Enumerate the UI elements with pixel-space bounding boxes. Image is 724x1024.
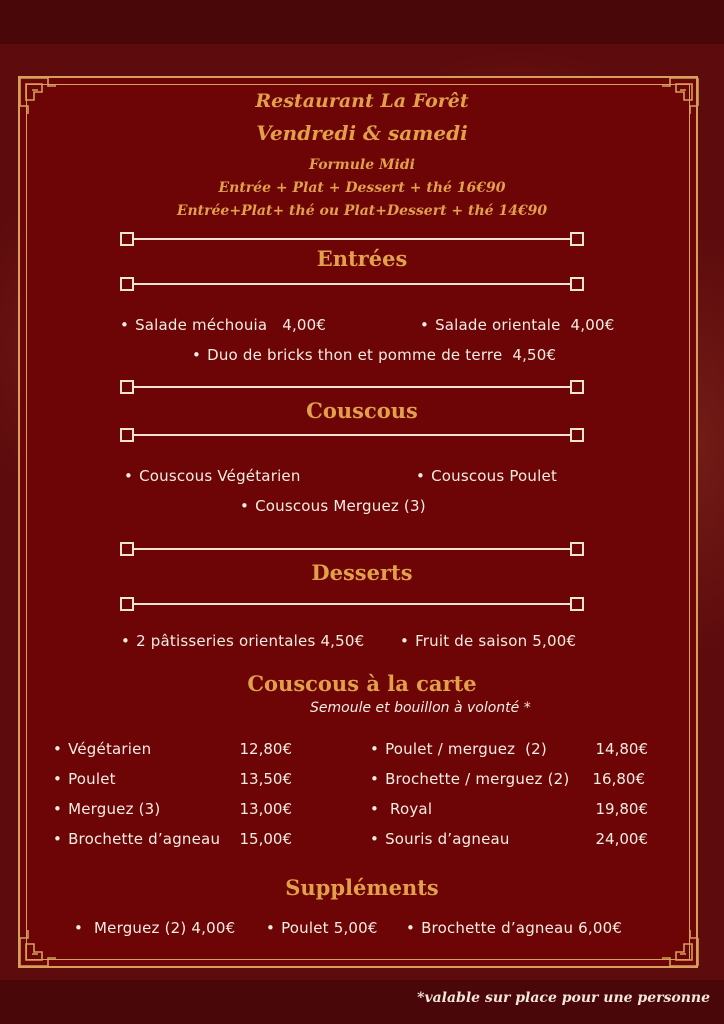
list-item: • Couscous Merguez (3) xyxy=(240,497,426,515)
list-item: • Poulet 5,00€ xyxy=(266,919,378,937)
item-price: 12,80€ xyxy=(239,740,292,758)
formule-line-1: Entrée + Plat + Dessert + thé 16€90 xyxy=(218,180,506,196)
bullet-icon: • xyxy=(266,919,276,937)
list-item: • Duo de bricks thon et pomme de terre 4,50€ xyxy=(192,346,557,364)
list-item: • Royal xyxy=(370,800,433,818)
carte-title: Couscous à la carte xyxy=(247,671,477,696)
list-item: • Souris d’agneau xyxy=(370,830,510,848)
bullet-icon: • xyxy=(53,830,63,848)
section-divider xyxy=(120,597,584,611)
list-item: • Brochette / merguez (2) xyxy=(370,770,570,788)
footnote: *valable sur place pour une personne xyxy=(417,990,710,1006)
formule-title: Formule Midi xyxy=(309,157,415,173)
supplements-title: Suppléments xyxy=(285,875,439,900)
bullet-icon: • xyxy=(53,770,63,788)
section-divider xyxy=(120,542,584,556)
item-price: 24,00€ xyxy=(595,830,648,848)
top-band xyxy=(0,0,724,44)
menu-days: Vendredi & samedi xyxy=(256,121,468,145)
section-divider xyxy=(120,232,584,246)
corner-ornament-icon xyxy=(18,924,62,968)
list-item: • Salade orientale 4,00€ xyxy=(420,316,615,334)
item-price: 16,80€ xyxy=(592,770,645,788)
bullet-icon: • xyxy=(370,740,380,758)
list-item: • Poulet / merguez (2) xyxy=(370,740,547,758)
bullet-icon: • xyxy=(124,467,134,485)
bullet-icon: • xyxy=(240,497,250,515)
bullet-icon: • xyxy=(370,830,380,848)
list-item: • Merguez (3) xyxy=(53,800,161,818)
list-item: • Merguez (2) 4,00€ xyxy=(74,919,236,937)
couscous-title: Couscous xyxy=(306,398,418,423)
section-divider xyxy=(120,428,584,442)
bullet-icon: • xyxy=(416,467,426,485)
carte-subtitle: Semoule et bouillon à volonté * xyxy=(310,700,531,716)
bullet-icon: • xyxy=(121,632,131,650)
bullet-icon: • xyxy=(370,800,380,818)
corner-ornament-icon xyxy=(656,924,700,968)
item-price: 13,00€ xyxy=(239,800,292,818)
list-item: • Fruit de saison 5,00€ xyxy=(400,632,577,650)
bullet-icon: • xyxy=(74,919,84,937)
bullet-icon: • xyxy=(192,346,202,364)
list-item: • Salade méchouia 4,00€ xyxy=(120,316,327,334)
list-item: • 2 pâtisseries orientales 4,50€ xyxy=(121,632,365,650)
bullet-icon: • xyxy=(370,770,380,788)
bullet-icon: • xyxy=(53,740,63,758)
bullet-icon: • xyxy=(420,316,430,334)
formule-line-2: Entrée+Plat+ thé ou Plat+Dessert + thé 14€90 xyxy=(176,203,548,219)
section-divider xyxy=(120,277,584,291)
list-item: • Brochette d’agneau 6,00€ xyxy=(406,919,623,937)
section-divider xyxy=(120,380,584,394)
bullet-icon: • xyxy=(406,919,416,937)
item-price: 15,00€ xyxy=(239,830,292,848)
list-item: • Couscous Poulet xyxy=(416,467,558,485)
entrees-title: Entrées xyxy=(316,246,408,271)
bullet-icon: • xyxy=(53,800,63,818)
list-item: • Couscous Végétarien xyxy=(124,467,301,485)
bullet-icon: • xyxy=(400,632,410,650)
restaurant-name: Restaurant La Forêt xyxy=(255,90,469,112)
bullet-icon: • xyxy=(120,316,130,334)
list-item: • Végétarien xyxy=(53,740,152,758)
item-price: 19,80€ xyxy=(595,800,648,818)
item-price: 14,80€ xyxy=(595,740,648,758)
list-item: • Poulet xyxy=(53,770,116,788)
list-item: • Brochette d’agneau xyxy=(53,830,221,848)
desserts-title: Desserts xyxy=(311,560,413,585)
item-price: 13,50€ xyxy=(239,770,292,788)
